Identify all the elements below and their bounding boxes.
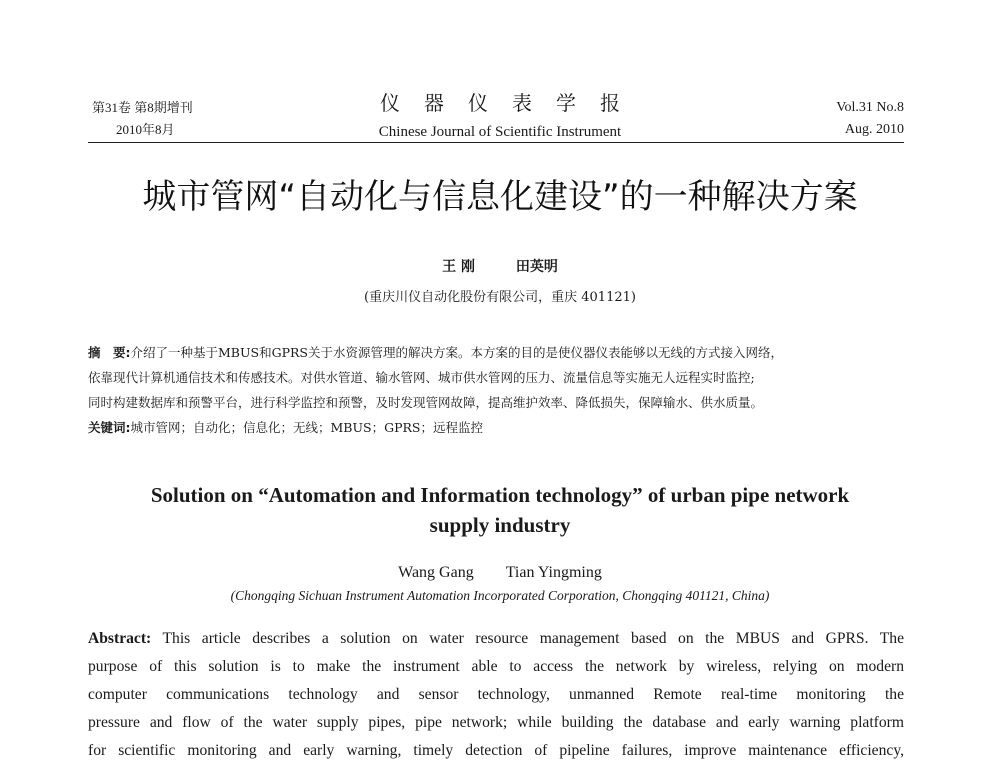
keywords-cn-text: 城市管网；自动化；信息化；无线；MBUS；GPRS；远程监控 <box>130 420 483 435</box>
date-cn: 2010年8月 <box>116 122 175 137</box>
authors-en <box>0 564 1000 582</box>
abstract-en-line: pressure and flow of the water supply pipes, pipe network; while building the database and early warning platform <box>88 714 904 731</box>
paper-title-en-line2: supply industry <box>429 513 571 537</box>
volume-issue-en: Vol.31 No.8 <box>836 100 904 115</box>
abstract-cn <box>88 340 908 440</box>
author-cn: 田英明 <box>515 259 558 275</box>
affiliation-cn: (重庆川仪自动化股份有限公司，重庆 401121) <box>364 290 636 305</box>
abstract-cn-line: 摘 要:介绍了一种基于MBUS和GPRS关于水资源管理的解决方案。本方案的目的是使仪器仪表能够以无线的方式接入网络， <box>88 345 783 360</box>
paper-title-en-line1: Solution on “Automation and Information technology” of urban pipe network <box>150 483 850 507</box>
abstract-en-line: for scientific monitoring and early warning, timely detection of pipeline failures, improve maintenance efficiency, <box>88 742 904 759</box>
header-divider <box>88 142 904 143</box>
affiliation-en: (Chongqing Sichuan Instrument Automation Incorporated Corporation, Chongqing 401121, China) <box>230 588 770 603</box>
paper-title-en <box>60 480 940 540</box>
abstract-en-line: computer communications technology and sensor technology, unmanned Remote real-time monitoring the <box>88 686 904 703</box>
date-en: Aug. 2010 <box>844 122 904 137</box>
abstract-en <box>88 625 904 765</box>
abstract-en-line: purpose of this solution is to make the instrument able to access the network by wireless, relying on modern <box>88 658 904 675</box>
keywords-cn-label: 关键词: <box>88 420 131 435</box>
keywords-cn <box>88 415 908 440</box>
journal-header <box>330 89 670 143</box>
header-left <box>92 97 272 141</box>
volume-issue-cn: 第31卷 第8期增刊 <box>92 100 193 115</box>
journal-name-cn: 仪器仪表学报 <box>380 93 644 115</box>
paper-title-cn: 城市管网“自动化与信息化建设”的一种解决方案 <box>142 177 858 217</box>
abstract-cn-label: 摘 要: <box>88 345 131 360</box>
abstract-cn-line: 同时构建数据库和预警平台，进行科学监控和预警，及时发现管网故障，提高维护效率、降低损失，保障输水、供水质量。 <box>88 395 764 410</box>
author-cn: 王 刚 <box>442 259 475 275</box>
abstract-cn-line: 依靠现代计算机通信技术和传感技术。对供水管道、输水管网、城市供水管网的压力、流量信息等实施无人远程实时监控; <box>88 370 755 385</box>
abstract-en-line: Abstract: This article describes a solution on water resource management based on the MBUS and GPRS. The <box>88 630 904 647</box>
author-en: Tian Yingming <box>505 564 602 581</box>
abstract-en-label: Abstract: <box>88 630 152 647</box>
journal-name-en: Chinese Journal of Scientific Instrument <box>378 124 622 140</box>
authors-cn <box>0 256 1000 276</box>
author-en: Wang Gang <box>398 564 474 581</box>
header-right <box>764 97 904 141</box>
